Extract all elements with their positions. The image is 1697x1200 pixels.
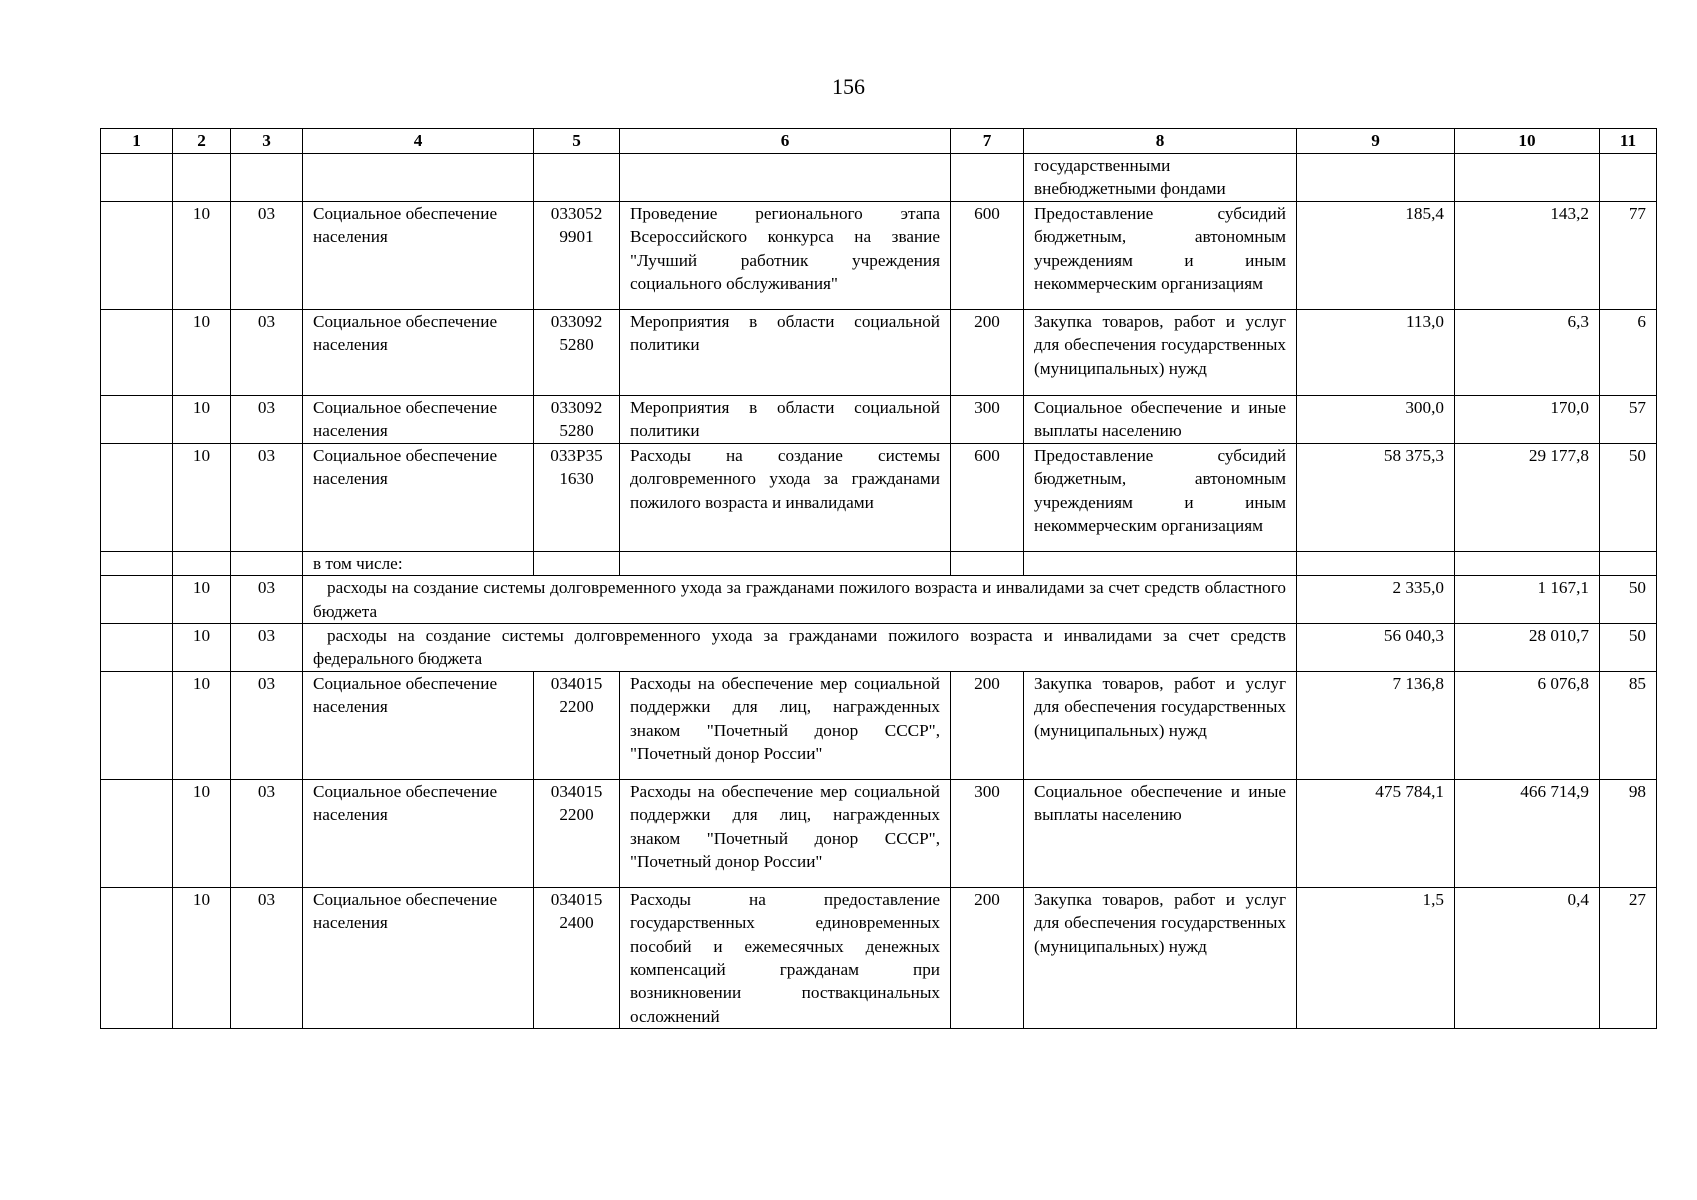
spanning-description: расходы на создание системы долговременного ухода за гражданами пожилого возраста и инвалидами за счет средств областного бюджета bbox=[303, 576, 1297, 624]
expense-description bbox=[620, 551, 951, 575]
header-cell: 2 bbox=[173, 129, 231, 154]
budget-table bbox=[100, 128, 1657, 1029]
section-code: 10 bbox=[173, 395, 231, 443]
table-row bbox=[101, 624, 1657, 672]
target-article-code bbox=[534, 154, 620, 202]
section-name bbox=[303, 154, 534, 202]
expense-description: Расходы на обеспечение мер социальной поддержки для лиц, награжденных знаком "Почетный донор СССР", "Почетный донор России" bbox=[620, 671, 951, 779]
section-code bbox=[173, 551, 231, 575]
expense-description bbox=[620, 154, 951, 202]
expense-description: Расходы на предоставление государственных единовременных пособий и ежемесячных денежных компенсаций гражданам при возникновении поствакцинальных осложнений bbox=[620, 887, 951, 1028]
table-row bbox=[101, 551, 1657, 575]
col-1-cell bbox=[101, 779, 173, 887]
planned-amount: 7 136,8 bbox=[1297, 671, 1455, 779]
header-cell: 9 bbox=[1297, 129, 1455, 154]
executed-amount: 1 167,1 bbox=[1455, 576, 1600, 624]
executed-amount: 170,0 bbox=[1455, 395, 1600, 443]
table-row bbox=[101, 154, 1657, 202]
section-name: Социальное обеспечение населения bbox=[303, 309, 534, 395]
section-code: 10 bbox=[173, 671, 231, 779]
executed-amount: 0,4 bbox=[1455, 887, 1600, 1028]
target-article-code: 033Р35 1630 bbox=[534, 443, 620, 551]
expense-type-code bbox=[951, 154, 1024, 202]
planned-amount: 2 335,0 bbox=[1297, 576, 1455, 624]
header-cell: 1 bbox=[101, 129, 173, 154]
header-cell: 4 bbox=[303, 129, 534, 154]
subsection-code: 03 bbox=[231, 887, 303, 1028]
expense-type-name: Предоставление субсидий бюджетным, автономным учреждениям и иным некоммерческим организациям bbox=[1024, 443, 1297, 551]
table-row bbox=[101, 443, 1657, 551]
expense-type-name: Предоставление субсидий бюджетным, автономным учреждениям и иным некоммерческим организациям bbox=[1024, 201, 1297, 309]
expense-type-name: Социальное обеспечение и иные выплаты населению bbox=[1024, 779, 1297, 887]
section-code: 10 bbox=[173, 779, 231, 887]
table-row bbox=[101, 779, 1657, 887]
planned-amount bbox=[1297, 154, 1455, 202]
col-1-cell bbox=[101, 671, 173, 779]
header-cell: 8 bbox=[1024, 129, 1297, 154]
col-1-cell bbox=[101, 551, 173, 575]
planned-amount: 475 784,1 bbox=[1297, 779, 1455, 887]
expense-type-code: 200 bbox=[951, 671, 1024, 779]
planned-amount: 58 375,3 bbox=[1297, 443, 1455, 551]
expense-description: Мероприятия в области социальной политики bbox=[620, 309, 951, 395]
planned-amount: 185,4 bbox=[1297, 201, 1455, 309]
target-article-code: 034015 2200 bbox=[534, 671, 620, 779]
section-name: Социальное обеспечение населения bbox=[303, 443, 534, 551]
expense-type-name: государственными внебюджетными фондами bbox=[1024, 154, 1297, 202]
expense-type-name: Закупка товаров, работ и услуг для обеспечения государственных (муниципальных) нужд bbox=[1024, 887, 1297, 1028]
expense-description: Расходы на создание системы долговременного ухода за гражданами пожилого возраста и инвалидами bbox=[620, 443, 951, 551]
section-code: 10 bbox=[173, 309, 231, 395]
table-row bbox=[101, 395, 1657, 443]
col-1-cell bbox=[101, 576, 173, 624]
executed-amount bbox=[1455, 551, 1600, 575]
section-name: в том числе: bbox=[303, 551, 534, 575]
subsection-code: 03 bbox=[231, 443, 303, 551]
subsection-code: 03 bbox=[231, 779, 303, 887]
expense-type-code: 600 bbox=[951, 443, 1024, 551]
execution-percent: 6 bbox=[1600, 309, 1657, 395]
header-cell: 3 bbox=[231, 129, 303, 154]
section-code: 10 bbox=[173, 201, 231, 309]
expense-description: Мероприятия в области социальной политики bbox=[620, 395, 951, 443]
table-body bbox=[101, 129, 1657, 1029]
header-cell: 5 bbox=[534, 129, 620, 154]
header-cell: 7 bbox=[951, 129, 1024, 154]
col-1-cell bbox=[101, 624, 173, 672]
executed-amount: 29 177,8 bbox=[1455, 443, 1600, 551]
table-row bbox=[101, 887, 1657, 1028]
page-number: 156 bbox=[832, 74, 865, 99]
executed-amount bbox=[1455, 154, 1600, 202]
expense-type-code: 200 bbox=[951, 309, 1024, 395]
table-row bbox=[101, 201, 1657, 309]
subsection-code: 03 bbox=[231, 671, 303, 779]
header-cell: 10 bbox=[1455, 129, 1600, 154]
subsection-code: 03 bbox=[231, 395, 303, 443]
section-name: Социальное обеспечение населения bbox=[303, 887, 534, 1028]
execution-percent: 77 bbox=[1600, 201, 1657, 309]
col-1-cell bbox=[101, 395, 173, 443]
subsection-code: 03 bbox=[231, 309, 303, 395]
col-1-cell bbox=[101, 443, 173, 551]
subsection-code: 03 bbox=[231, 201, 303, 309]
planned-amount bbox=[1297, 551, 1455, 575]
table-row bbox=[101, 576, 1657, 624]
expense-type-name bbox=[1024, 551, 1297, 575]
target-article-code: 033092 5280 bbox=[534, 395, 620, 443]
planned-amount: 300,0 bbox=[1297, 395, 1455, 443]
col-1-cell bbox=[101, 887, 173, 1028]
execution-percent: 98 bbox=[1600, 779, 1657, 887]
expense-type-code: 300 bbox=[951, 395, 1024, 443]
expense-type-code: 200 bbox=[951, 887, 1024, 1028]
spanning-description: расходы на создание системы долговременного ухода за гражданами пожилого возраста и инвалидами за счет средств федерального бюджета bbox=[303, 624, 1297, 672]
execution-percent: 85 bbox=[1600, 671, 1657, 779]
executed-amount: 466 714,9 bbox=[1455, 779, 1600, 887]
planned-amount: 113,0 bbox=[1297, 309, 1455, 395]
target-article-code: 033092 5280 bbox=[534, 309, 620, 395]
table-row bbox=[101, 309, 1657, 395]
expense-type-code: 600 bbox=[951, 201, 1024, 309]
subsection-code: 03 bbox=[231, 576, 303, 624]
target-article-code: 033052 9901 bbox=[534, 201, 620, 309]
expense-description: Проведение регионального этапа Всероссийского конкурса на звание "Лучший работник учреждения социального обслуживания" bbox=[620, 201, 951, 309]
section-name: Социальное обеспечение населения bbox=[303, 671, 534, 779]
expense-type-code: 300 bbox=[951, 779, 1024, 887]
executed-amount: 28 010,7 bbox=[1455, 624, 1600, 672]
section-code: 10 bbox=[173, 624, 231, 672]
header-row bbox=[101, 129, 1657, 154]
section-code: 10 bbox=[173, 887, 231, 1028]
executed-amount: 6 076,8 bbox=[1455, 671, 1600, 779]
executed-amount: 6,3 bbox=[1455, 309, 1600, 395]
subsection-code bbox=[231, 154, 303, 202]
execution-percent: 50 bbox=[1600, 624, 1657, 672]
execution-percent: 57 bbox=[1600, 395, 1657, 443]
planned-amount: 1,5 bbox=[1297, 887, 1455, 1028]
header-cell: 11 bbox=[1600, 129, 1657, 154]
expense-type-name: Закупка товаров, работ и услуг для обеспечения государственных (муниципальных) нужд bbox=[1024, 671, 1297, 779]
target-article-code: 034015 2200 bbox=[534, 779, 620, 887]
target-article-code: 034015 2400 bbox=[534, 887, 620, 1028]
section-code: 10 bbox=[173, 443, 231, 551]
executed-amount: 143,2 bbox=[1455, 201, 1600, 309]
subsection-code: 03 bbox=[231, 624, 303, 672]
section-code: 10 bbox=[173, 576, 231, 624]
section-name: Социальное обеспечение населения bbox=[303, 779, 534, 887]
target-article-code bbox=[534, 551, 620, 575]
expense-description: Расходы на обеспечение мер социальной поддержки для лиц, награжденных знаком "Почетный донор СССР", "Почетный донор России" bbox=[620, 779, 951, 887]
expense-type-name: Закупка товаров, работ и услуг для обеспечения государственных (муниципальных) нужд bbox=[1024, 309, 1297, 395]
col-1-cell bbox=[101, 309, 173, 395]
subsection-code bbox=[231, 551, 303, 575]
execution-percent bbox=[1600, 551, 1657, 575]
table-row bbox=[101, 671, 1657, 779]
header-cell: 6 bbox=[620, 129, 951, 154]
expense-type-name: Социальное обеспечение и иные выплаты населению bbox=[1024, 395, 1297, 443]
col-1-cell bbox=[101, 154, 173, 202]
expense-type-code bbox=[951, 551, 1024, 575]
execution-percent: 50 bbox=[1600, 443, 1657, 551]
execution-percent: 50 bbox=[1600, 576, 1657, 624]
execution-percent: 27 bbox=[1600, 887, 1657, 1028]
planned-amount: 56 040,3 bbox=[1297, 624, 1455, 672]
section-code bbox=[173, 154, 231, 202]
section-name: Социальное обеспечение населения bbox=[303, 395, 534, 443]
col-1-cell bbox=[101, 201, 173, 309]
section-name: Социальное обеспечение населения bbox=[303, 201, 534, 309]
execution-percent bbox=[1600, 154, 1657, 202]
